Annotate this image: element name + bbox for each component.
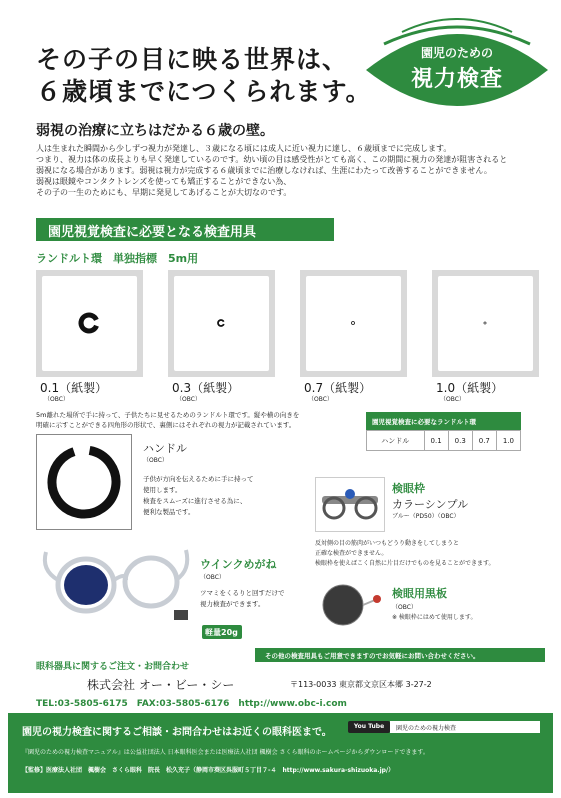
youtube-search-box[interactable]: 園児のための視力検査 bbox=[390, 721, 540, 733]
headline-line-1: その子の目に映る世界は、 bbox=[36, 45, 349, 74]
handle-ring-icon bbox=[37, 435, 131, 529]
card-label: 0.1（紙製） bbox=[40, 381, 108, 395]
landolt-ring-icon bbox=[306, 276, 401, 371]
table bbox=[366, 430, 521, 451]
youtube-logo[interactable]: You Tube bbox=[348, 721, 390, 733]
body-text-line: 人は生まれた瞬間から少しずつ視力が発達し、３歳になる頃には成人に近い視力に達し、６歳頃までに完成します。 bbox=[36, 144, 452, 153]
handle-desc: 便利な製品です。 bbox=[143, 508, 195, 516]
landolt-ring-icon bbox=[438, 276, 533, 371]
trial-frame-image bbox=[315, 477, 385, 532]
landolt-card-0-1 bbox=[36, 270, 143, 377]
card-sub: （OBC） bbox=[440, 396, 465, 403]
landolt-section-title: ランドルト環 単独指標 5m用 bbox=[36, 252, 199, 265]
card-label: 0.7（紙製） bbox=[304, 381, 372, 395]
landolt-description: 明確に示すことができる四角形の形状で、裏側にはそれぞれの視力が記載されています。 bbox=[36, 421, 296, 429]
card-label: 0.3（紙製） bbox=[172, 381, 240, 395]
landolt-card-0-7 bbox=[300, 270, 407, 377]
handle-desc: 子供が方向を伝えるために手に持って bbox=[143, 475, 254, 483]
trial-frame-desc: 検眼枠を使えばこく自然に片目だけでものを見ることができます。 bbox=[315, 560, 495, 567]
wink-glasses-desc: ツマミをくるりと回すだけで bbox=[200, 589, 285, 597]
trial-frame-name: カラーシンプル bbox=[392, 498, 469, 511]
section-title-bar: 園児視覚検査に必要となる検査用具 bbox=[36, 218, 334, 241]
footer-manual-text: 『園児のための視力検査マニュアル』は公益社団法人 日本眼科医会または医療法人社団 楓樹会 さくら眼科のホームページからダウンロードできます。 bbox=[22, 749, 429, 756]
landolt-ring-icon bbox=[174, 276, 269, 371]
body-text-line: 弱視は眼鏡やコンタクトレンズを使っても矯正することができない為、 bbox=[36, 177, 292, 186]
occluder-image bbox=[315, 580, 385, 630]
handle-desc: 使用します。 bbox=[143, 486, 182, 494]
contact-info[interactable]: TEL:03-5805-6175 FAX:03-5805-6176 http://www.obc-i.com bbox=[36, 699, 347, 709]
table-cell: 0.7 bbox=[472, 431, 496, 451]
company-address: 〒113-0033 東京都文京区本郷 3-27-2 bbox=[290, 680, 432, 689]
footer-supervision: 【監修】医療法人社団 楓樹会 さくら眼科 院長 松久充子（静岡市葵区呉服町５丁目７-４ http://www.sakura-shizuoka.jp/） bbox=[22, 767, 395, 774]
weight-badge: 軽量20g bbox=[202, 625, 242, 639]
body-text-line: つまり、視力は体の成長よりも早く発達しているのです。幼い頃の目は感受性がとても高く、この期間に視力の発達が阻害されると bbox=[36, 155, 508, 164]
landolt-ring-icon bbox=[42, 276, 137, 371]
occluder-sub: （OBC） bbox=[392, 604, 417, 611]
table-cell: 0.1 bbox=[424, 431, 448, 451]
occluder-icon bbox=[315, 580, 385, 630]
wink-glasses-image bbox=[36, 540, 196, 635]
wink-glasses-sub: （OBC） bbox=[200, 574, 225, 581]
footer-consult: 園児の視力検査に関するご相談・お問合わせはお近くの眼科医まで。 bbox=[22, 727, 332, 738]
other-products-bar: その他の検査用具もご用意できますのでお気軽にお問い合わせください。 bbox=[255, 648, 545, 662]
handle-image bbox=[36, 434, 132, 530]
landolt-card-1-0 bbox=[432, 270, 539, 377]
table-row bbox=[367, 431, 521, 451]
subheading: 弱視の治療に立ちはだかる６歳の壁。 bbox=[36, 123, 274, 139]
wink-glasses-icon bbox=[36, 540, 196, 635]
order-heading: 眼科器具に関するご注文・お問合わせ bbox=[36, 662, 190, 672]
wink-glasses-desc: 視力検査ができます。 bbox=[200, 600, 265, 608]
table-cell: ハンドル bbox=[367, 431, 425, 451]
landolt-description: 5m離れた場所で手に持って、子供たちに見せるためのランドルト環です。縦や横の向きを bbox=[36, 411, 300, 419]
company-name: 株式会社 オー・ビー・シー bbox=[87, 678, 235, 692]
trial-frame-icon bbox=[316, 478, 384, 531]
trial-frame-desc: 正確な検査ができません。 bbox=[315, 550, 388, 557]
trial-frame-sub: ブルー（PD50）（OBC） bbox=[392, 513, 460, 520]
card-sub: （OBC） bbox=[176, 396, 201, 403]
occluder-title: 検眼用黒板 bbox=[392, 587, 447, 600]
trial-frame-desc: 反対側の目の筋肉がいつもどうり動きをしてしまうと bbox=[315, 540, 460, 547]
badge-subtitle: 園児のための bbox=[420, 46, 493, 60]
table-title: 園児視覚検査に必要なランドルト環 bbox=[366, 412, 521, 430]
card-label: 1.0（紙製） bbox=[436, 381, 504, 395]
wink-glasses-title: ウインクめがね bbox=[200, 558, 277, 571]
occluder-note: ※ 検眼枠にはめて使用します。 bbox=[392, 614, 477, 621]
footer bbox=[8, 713, 553, 793]
table-cell: 0.3 bbox=[448, 431, 472, 451]
landolt-card-0-3 bbox=[168, 270, 275, 377]
card-sub: （OBC） bbox=[44, 396, 69, 403]
handle-sub: （OBC） bbox=[143, 457, 168, 464]
card-sub: （OBC） bbox=[308, 396, 333, 403]
body-text-line: 弱視になる場合があります。弱視は視力が完成する６歳頃までに治療しなければ、生涯にわたって改善することができません。 bbox=[36, 166, 492, 175]
body-text-line: その子の一生のためにも、早期に発見してあげることが大切なのです。 bbox=[36, 188, 292, 197]
table-cell: 1.0 bbox=[496, 431, 520, 451]
landolt-table bbox=[366, 412, 521, 451]
trial-frame-title: 検眼枠 bbox=[392, 482, 425, 495]
handle-desc: 検査をスムーズに進行させる為に、 bbox=[143, 497, 247, 505]
eye-badge bbox=[362, 18, 552, 122]
handle-title: ハンドル bbox=[143, 442, 187, 455]
headline-line-2: ６歳頃までにつくられます。 bbox=[36, 77, 372, 106]
badge-title: 視力検査 bbox=[410, 67, 503, 92]
